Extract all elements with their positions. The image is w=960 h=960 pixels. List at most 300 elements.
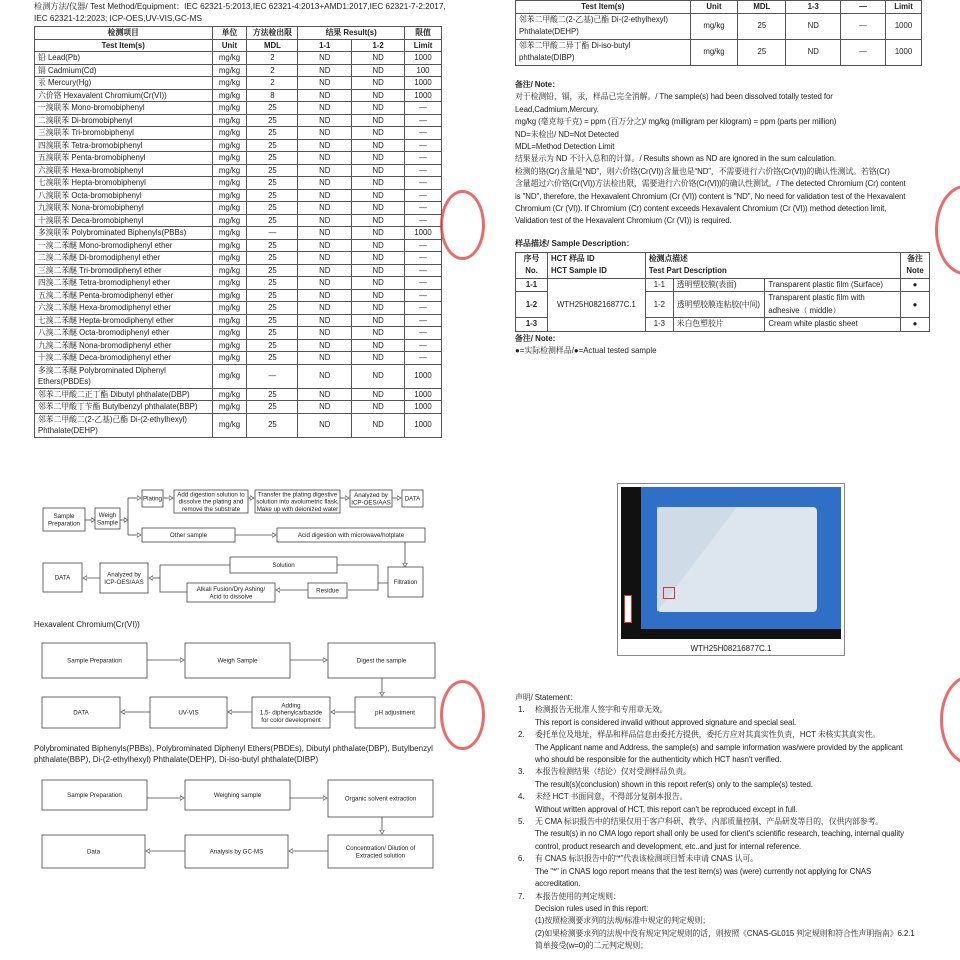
statement-number: 1. [518, 705, 525, 715]
statement-section [515, 692, 945, 953]
cell-unit: mg/kg [212, 177, 247, 190]
note-line: 检测的铬(Cr)含量是“ND”，则六价铬(Cr(VI))含量也是“ND”，不需要进行六价铬(Cr(VI))的确认性测试。若铬(Cr) [515, 166, 890, 176]
cell-limit: — [405, 327, 442, 340]
cell-unit: mg/kg [212, 77, 247, 90]
hex-ph-adjustment-label: pH adjustment [375, 709, 415, 717]
alkali-fusion-label: Acid to dissolve [209, 593, 253, 601]
cell-limit: — [405, 277, 442, 290]
statement-line: Without written approval of HCT, this report can't be reproduced except in full. [535, 804, 798, 814]
transfer-label: Make up with deionized water [256, 505, 339, 513]
cell-item: 多溴二苯醚 Polybrominated Diphenyl Ethers(PBDEs) [35, 364, 213, 388]
cell-mdl: 25 [247, 252, 298, 265]
cell-limit: — [405, 289, 442, 302]
cell-result-1-1: ND [298, 264, 352, 277]
statement-line: 简单接受(w=0)的二元判定规则； [535, 941, 648, 951]
sample-no: 1-3 [516, 318, 548, 332]
weigh-sample-label: Weigh [98, 512, 117, 520]
test-method-line-1: 检测方法/仪器/ Test Method/Equipment：IEC 62321-5:2013,IEC 62321-4:2013+AMD1:2017,IEC 62321-7-2:2017, [34, 2, 446, 11]
sample-header-id-cn: HCT 样品 ID [550, 253, 595, 263]
cell-mdl: 25 [247, 401, 298, 414]
cell-result-1-1: ND [298, 239, 352, 252]
plating-label: Plating [143, 495, 162, 503]
header-r2: 1-2 [352, 39, 405, 52]
cell-unit: mg/kg [212, 102, 247, 115]
cell-result-1-1: ND [786, 39, 841, 65]
note-line: is "ND", therefore, the Hexavalent Chromium (Cr (VI)) content is "ND", No need for validation test of the Hexavalent [515, 191, 906, 201]
hex-adding-label: 1,5- diphenylcarbazide [259, 709, 323, 717]
test-method-line-2: IEC 62321-12:2023; ICP-OES,UV-VIS,GC-MS [34, 14, 202, 23]
sample-note-text: ●=实际检测样品/●=Actual tested sample [515, 345, 657, 355]
other-sample-label: Other sample [169, 532, 208, 540]
sample-id: WTH25H08216877C.1 [547, 278, 645, 331]
cell-mdl: 25 [247, 114, 298, 127]
statement-line: Decision rules used in this report: [535, 903, 649, 913]
add-digestion-label: dissolve the plating and [178, 498, 244, 506]
cell-mdl: 25 [247, 202, 298, 215]
flow-arrow [348, 583, 378, 590]
cell-limit: — [405, 177, 442, 190]
cell-result-1-1: ND [298, 164, 352, 177]
cell-item: 四溴联苯 Tetra-bromobiphenyl [35, 139, 213, 152]
cell-result-1-2: ND [352, 139, 405, 152]
gc-organic-extraction-label: Organic solvent extraction [344, 795, 417, 803]
cell-item: 邻苯二甲酸二正丁酯 Dibutyl phthalate(DBP) [35, 388, 213, 401]
cell-limit: 1000 [405, 77, 442, 90]
hex-adding-label: for color development [261, 716, 321, 724]
cell-mdl: 25 [247, 413, 298, 437]
cell-result-1-1: ND [298, 77, 352, 90]
cell-item: 十溴联苯 Deca-bromobiphenyl [35, 214, 213, 227]
cell-item: 八溴二苯醚 Octa-bromodiphenyl ether [35, 327, 213, 340]
seal-stamp [440, 680, 485, 750]
cell-limit: — [405, 239, 442, 252]
header-limit-cn: 限值 [405, 27, 442, 40]
cell-item: 二溴二苯醚 Di-bromodiphenyl ether [35, 252, 213, 265]
gc-sample-preparation-label: Sample Preparation [67, 792, 122, 800]
sample-part: 1-1 [645, 278, 673, 292]
cell-item: 五溴联苯 Penta-bromobiphenyl [35, 152, 213, 165]
cell-unit: mg/kg [212, 388, 247, 401]
statement-line: The Applicant name and Address, the sample(s) and sample information was/were provided by the applicant [535, 742, 903, 752]
hex-digest-label: Digest the sample [356, 657, 407, 665]
cell-limit: 1000 [886, 13, 922, 39]
cell-limit: 1000 [405, 401, 442, 414]
header-mdl-cn: 方法检出限 [247, 27, 298, 40]
sample-preparation-label: Preparation [48, 520, 80, 528]
cell-result-1-1: ND [298, 252, 352, 265]
header-0: Test Item(s) [516, 1, 691, 14]
statement-line [515, 791, 945, 803]
cell-result-1-1: ND [298, 177, 352, 190]
transfer-label: solution into avolumetric flask, [256, 498, 339, 506]
cell-item: 三溴二苯醚 Tri-bromodiphenyl ether [35, 264, 213, 277]
cell-result-1-1: ND [298, 302, 352, 315]
cell-result-1-1: ND [298, 214, 352, 227]
sample-preparation-label: Sample [53, 513, 75, 521]
cell-result-1-2: ND [352, 289, 405, 302]
cell-mdl: 2 [247, 52, 298, 65]
hex-sample-preparation-label: Sample Preparation [67, 657, 122, 665]
cell-unit: mg/kg [690, 13, 738, 39]
statement-line: The "*" in CNAS logo report means that the test item(s) was (were) currently not applying for CNAS [535, 866, 872, 876]
statement-text: 检测报告无批准人签字和专用章无效。 [535, 705, 668, 715]
cell-item: 多溴联苯 Polybrominated Biphenyls(PBBs) [35, 227, 213, 240]
alkali-fusion-label: Alkali Fusion/Dry Ashing/ [196, 586, 266, 594]
cell-item: 九溴联苯 Nona-bromobiphenyl [35, 202, 213, 215]
cell-limit: — [405, 264, 442, 277]
cell-result-1-1: ND [298, 139, 352, 152]
cell-unit: mg/kg [690, 39, 738, 65]
cell-result-1-2: ND [352, 64, 405, 77]
weigh-sample-label: Sample [97, 519, 118, 527]
statement-line [515, 891, 945, 903]
header-1: Unit [690, 1, 738, 14]
hex-weigh-sample-label: Weigh Sample [217, 657, 258, 665]
statement-item [515, 729, 945, 766]
cell-result-1-1: ND [298, 114, 352, 127]
cell-item: 邻苯二甲酸二异丁酯 Di-iso-butyl phthalate(DIBP) [516, 39, 691, 65]
cell-limit: — [405, 152, 442, 165]
cell-result-1-2: ND [352, 302, 405, 315]
cell-item: 四溴二苯醚 Tetra-bromodiphenyl ether [35, 277, 213, 290]
cell-unit: mg/kg [212, 152, 247, 165]
flow-arrow [337, 565, 388, 583]
cell-unit: mg/kg [212, 239, 247, 252]
cell-result-1-2: ND [352, 152, 405, 165]
cell-unit: mg/kg [212, 214, 247, 227]
sample-desc-en: Transparent plastic film (Surface) [765, 278, 901, 292]
data-2-label: DATA [54, 574, 71, 582]
cell-unit: mg/kg [212, 64, 247, 77]
cell-limit: — [405, 314, 442, 327]
cell-result-1-2: ND [352, 114, 405, 127]
cell-unit: mg/kg [212, 164, 247, 177]
cell-result-1-1: ND [298, 352, 352, 365]
sample-part: 1-2 [645, 292, 673, 318]
header-mdl-en: MDL [247, 39, 298, 52]
cell-limit: — [405, 139, 442, 152]
sample-header-id-en: HCT Sample ID [550, 266, 607, 276]
cell-result-1-2: ND [352, 52, 405, 65]
cell-item: 六溴二苯醚 Hexa-bromodiphenyl ether [35, 302, 213, 315]
cell-mdl: 8 [247, 89, 298, 102]
cell-item: 三溴联苯 Tri-bromobiphenyl [35, 127, 213, 140]
statement-line: The result(s) in no CMA logo report shall only be used for client's scientific research, teaching, internal quality [535, 829, 904, 839]
cell-unit: mg/kg [212, 227, 247, 240]
cell-item: 六溴联苯 Hexa-bromobiphenyl [35, 164, 213, 177]
statement-item [515, 891, 945, 953]
sample-note: ● [900, 278, 929, 292]
cell-result-1-1: ND [298, 388, 352, 401]
cell-unit: mg/kg [212, 264, 247, 277]
note-line: Lead,Cadmium,Mercury. [515, 104, 599, 114]
cell-result-1-2: ND [352, 352, 405, 365]
cell-mdl: 25 [247, 289, 298, 302]
cell-result-1-2: ND [352, 339, 405, 352]
statement-line [515, 704, 945, 716]
cell-mdl: 25 [247, 388, 298, 401]
cell-result-1-1: ND [786, 13, 841, 39]
statement-line [515, 766, 945, 778]
cell-result-1-2: ND [352, 89, 405, 102]
cell-result-1-2: ND [352, 239, 405, 252]
photo-caption: WTH25H08216877C.1 [690, 644, 772, 653]
cell-result-1-2: ND [352, 364, 405, 388]
cell-result-1-1: ND [298, 227, 352, 240]
sample-header-desc-en: Test Part Description [648, 266, 727, 276]
gc-data-label: Data [86, 848, 101, 856]
cell-mdl: 25 [247, 302, 298, 315]
cell-result-1-2: ND [352, 252, 405, 265]
gc-analysis-label: Analysis by GC-MS [209, 848, 264, 856]
analyzed-icp-label: Analyzed by [354, 492, 388, 500]
statement-item [515, 791, 945, 816]
cell-item: 邻苯二甲酸二(2-乙基)己酯 Di-(2-ethylhexyl) Phthalate(DEHP) [35, 413, 213, 437]
cell-limit: — [405, 189, 442, 202]
cell-mdl: 25 [247, 277, 298, 290]
hex-uv-vis-label: UV-VIS [178, 709, 199, 717]
statement-item [515, 704, 945, 729]
cell-result-1-1: ND [298, 152, 352, 165]
header-item-cn: 检测项目 [107, 28, 139, 37]
note-line: mg/kg (毫克每千克) = ppm (百万分之)/ mg/kg (milligram per kilogram) = ppm (parts per million) [515, 117, 837, 127]
cell-unit: mg/kg [212, 314, 247, 327]
cell-mdl: 25 [738, 13, 786, 39]
statement-number: 5. [518, 817, 525, 827]
statement-number: 6. [518, 854, 525, 864]
cell-result-1-1: ND [298, 102, 352, 115]
cell-mdl: 2 [247, 64, 298, 77]
cell-limit: 1000 [886, 39, 922, 65]
statement-line [515, 853, 945, 865]
cell-result-1-2: ND [352, 77, 405, 90]
cell-limit: — [405, 102, 442, 115]
cell-limit: 1000 [405, 52, 442, 65]
statement-items [515, 704, 945, 952]
cell-mdl: 25 [247, 327, 298, 340]
cell-unit: mg/kg [212, 139, 247, 152]
hex-data-label: DATA [73, 709, 89, 717]
gc-concentration-label: Concentration/ Dilution of [345, 845, 416, 853]
cell-item: 七溴联苯 Hepta-bromobiphenyl [35, 177, 213, 190]
cell-item: 一溴联苯 Mono-bromobiphenyl [35, 102, 213, 115]
cell-mdl: 25 [247, 127, 298, 140]
notes-title: 备注/ Note： [515, 80, 560, 89]
cell-unit: mg/kg [212, 302, 247, 315]
cell-mdl: 25 [247, 264, 298, 277]
sample-note-title: 备注/ Note: [515, 333, 556, 343]
sample-header-no-cn: 序号 [523, 253, 540, 263]
sample-description-title: 样品描述/ Sample Description： [515, 238, 635, 248]
cell-unit: mg/kg [212, 127, 247, 140]
note-line: ND=未检出/ ND=Not Detected [515, 129, 619, 139]
cell-result-1-2: ND [352, 127, 405, 140]
cell-result-1-2: ND [352, 202, 405, 215]
cell-limit: — [405, 114, 442, 127]
header-2: MDL [738, 1, 786, 14]
seal-stamp [440, 190, 485, 260]
statement-item [515, 816, 945, 853]
cell-mdl: — [247, 227, 298, 240]
flow-arrow [160, 578, 187, 592]
sample-desc-cn: 透明塑胶膜(表面) [673, 278, 765, 292]
statement-text: 无 CMA 标识报告中的结果仅用于客户科研、教学、内部质量控制、产品研发等目的，仅供内部参考。 [535, 817, 884, 827]
cell-limit: — [405, 339, 442, 352]
cell-item: 十溴二苯醚 Deca-bromodiphenyl ether [35, 352, 213, 365]
statement-line: This report is considered invalid without approved signature and special seal. [535, 717, 797, 727]
statement-item [515, 766, 945, 791]
header-result: 结果 Result(s) [298, 27, 405, 40]
cell-mdl: 25 [247, 214, 298, 227]
cell-result-1-2: ND [352, 388, 405, 401]
sample-header-no-en: No. [525, 266, 538, 276]
statement-line: The result(s)(conclusion) shown in this report refer(s) only to the sample(s) tested. [535, 779, 813, 789]
sample-desc-en: Transparent plastic film with adhesive（ middle） [765, 292, 901, 318]
cell-mdl: 25 [247, 177, 298, 190]
note-line: MDL=Method Detection Limit [515, 142, 615, 152]
residue-label: Residue [316, 587, 339, 595]
gc-concentration-label: Extracted solution [355, 852, 406, 860]
sample-part: 1-3 [645, 318, 673, 332]
cell-limit: — [405, 127, 442, 140]
cell-result-1-1: ND [298, 327, 352, 340]
statement-line: (2)如果检测要求列的法规中没有规定判定规则的话，则按照《CNAS-GL015 判定规则和符合性声明指南》6.2.1 [535, 928, 915, 938]
cell-mdl: 2 [247, 77, 298, 90]
cell-result-1-2: ND [352, 189, 405, 202]
flow3-title-line-2: phthalate(BBP), Di-(2-ethylhexyl) Phthalate(DEHP), Di-iso-butyl phthalate(DIBP) [34, 755, 319, 764]
cell-result-1-1: ND [298, 52, 352, 65]
statement-text: 委托单位及地址，样品和样品信息由委托方提供，委托方应对其真实性负责，HCT 未核实其真实性。 [535, 730, 881, 740]
analyzed-icp-2-label: ICP-OES/AAS [104, 578, 144, 586]
cell-result-1-1: ND [298, 64, 352, 77]
statement-text: 有 CNAS 标识报告中的“*”代表该检测项目暂未申请 CNAS 认可。 [535, 854, 759, 864]
add-digestion-label: remove the substrate [181, 505, 241, 513]
sample-no: 1-2 [516, 292, 548, 318]
cell-unit: mg/kg [212, 327, 247, 340]
cell-result-1-1: ND [298, 364, 352, 388]
cell-result-1-2: ND [352, 264, 405, 277]
cell-limit: — [405, 252, 442, 265]
cell-limit: — [405, 302, 442, 315]
cell-item: 六价铬 Hexavalent Chromium(Cr(VI)) [35, 89, 213, 102]
flow-arrow [160, 565, 230, 578]
cell-item: 铅 Lead(Pb) [35, 52, 213, 65]
statement-number: 4. [518, 792, 525, 802]
cell-limit: 1000 [405, 388, 442, 401]
cell-mdl: 25 [247, 139, 298, 152]
cell-item: 二溴联苯 Di-bromobiphenyl [35, 114, 213, 127]
cell-result-1-2: — [841, 39, 886, 65]
cell-item: 八溴联苯 Octa-bromobiphenyl [35, 189, 213, 202]
cell-mdl: 25 [247, 152, 298, 165]
cell-unit: mg/kg [212, 52, 247, 65]
sample-header-note-en: Note [906, 266, 924, 276]
cell-mdl: 25 [247, 339, 298, 352]
sample-note: ● [900, 292, 929, 318]
cell-result-1-1: ND [298, 277, 352, 290]
note-line: 含量超过六价铬(Cr(VI))方法检出限，需要进行六价铬(Cr(VI))的确认性测试。/ The detected Chromium (Cr) content [515, 179, 906, 189]
statement-title: 声明/ Statement： [515, 693, 578, 702]
cell-item: 邻苯二甲酸二(2-乙基)己酯 Di-(2-ethylhexyl) Phthalate(DEHP) [516, 13, 691, 39]
cell-mdl: 25 [247, 239, 298, 252]
cell-result-1-2: ND [352, 227, 405, 240]
cell-mdl: — [247, 364, 298, 388]
statement-number: 7. [518, 891, 525, 901]
cell-limit: — [405, 202, 442, 215]
cell-mdl: 25 [247, 314, 298, 327]
cell-unit: mg/kg [212, 339, 247, 352]
flow3-title-line-1: Polybrominated Biphenyls(PBBs), Polybrominated Diphenyl Ethers(PBDEs), Dibutyl phthalate(DBP), Butylbenzyl [34, 744, 433, 753]
sample-desc-cn: 米白色塑胶片 [673, 318, 765, 332]
analyzed-icp-label: ICP-OES/AAS [351, 499, 391, 507]
cell-result-1-2: ND [352, 177, 405, 190]
cell-unit: mg/kg [212, 114, 247, 127]
cell-mdl: 25 [247, 189, 298, 202]
note-line: 结果显示为 ND 不计入总和的计算。/ Results shown as ND are ignored in the sum calculation. [515, 154, 836, 164]
statement-item [515, 853, 945, 890]
statement-line [515, 729, 945, 741]
statement-text: 本报告使用的判定规则： [535, 891, 621, 901]
cell-unit: mg/kg [212, 89, 247, 102]
cell-unit: mg/kg [212, 364, 247, 388]
cell-unit: mg/kg [212, 289, 247, 302]
data-label: DATA [404, 495, 421, 503]
statement-number: 3. [518, 767, 525, 777]
cell-item: 汞 Mercury(Hg) [35, 77, 213, 90]
statement-line: accreditation. [535, 879, 581, 889]
header-3: 1-3 [786, 1, 841, 14]
sample-note: ● [900, 318, 929, 332]
statement-text: 未经 HCT 书面同意，不得部分复制本报告。 [535, 792, 688, 802]
cell-limit: — [405, 214, 442, 227]
add-digestion-label: Add digestion solution to [177, 491, 245, 499]
cell-limit: 1000 [405, 227, 442, 240]
solution-label: Solution [272, 562, 295, 570]
gc-weighing-label: Weighing sample [213, 792, 262, 800]
cell-result-1-2: — [841, 13, 886, 39]
statement-line: (1)按照检测要求列的法规/标准中规定的判定规则； [535, 916, 711, 926]
cell-unit: mg/kg [212, 401, 247, 414]
sample-header-desc-cn: 检测点描述 [648, 253, 688, 263]
cell-mdl: 25 [247, 102, 298, 115]
cell-result-1-1: ND [298, 401, 352, 414]
header-limit-en: Limit [405, 39, 442, 52]
sample-no: 1-1 [516, 278, 548, 292]
cell-result-1-1: ND [298, 127, 352, 140]
cell-result-1-2: ND [352, 413, 405, 437]
transfer-label: Transfer the plating digestive [257, 491, 338, 499]
note-line: 对于检测铅，镉，汞，样品已完全消解。/ The sample(s) had been dissolved totally tested for [515, 92, 833, 102]
cell-item: 一溴二苯醚 Mono-bromodiphenyl ether [35, 239, 213, 252]
cell-result-1-1: ND [298, 314, 352, 327]
cell-unit: mg/kg [212, 352, 247, 365]
header-r1: 1-1 [298, 39, 352, 52]
statement-line: who should be responsible for the authenticity which HCT hasn't verified. [535, 755, 782, 765]
cell-item: 七溴二苯醚 Hepta-bromodiphenyl ether [35, 314, 213, 327]
cell-result-1-1: ND [298, 89, 352, 102]
cell-result-1-1: ND [298, 413, 352, 437]
cell-result-1-2: ND [352, 164, 405, 177]
sample-header-note-cn: 备注 [907, 253, 923, 263]
cell-limit: 1000 [405, 364, 442, 388]
header-unit-en: Unit [212, 39, 247, 52]
hexavalent-chromium-title: Hexavalent Chromium(Cr(VI)) [34, 620, 140, 629]
statement-line: control, product research and development, etc..and just for internal reference. [535, 841, 802, 851]
cell-result-1-2: ND [352, 401, 405, 414]
cell-item: 邻苯二甲酸丁苄酯 Butylbenzyl phthalate(BBP) [35, 401, 213, 414]
cell-unit: mg/kg [212, 277, 247, 290]
note-line: Chromium (Cr (VI)). If Chromium (Cr) content exceeds Hexavalent Chromium (Cr (VI)) method detection limit, [515, 204, 887, 214]
